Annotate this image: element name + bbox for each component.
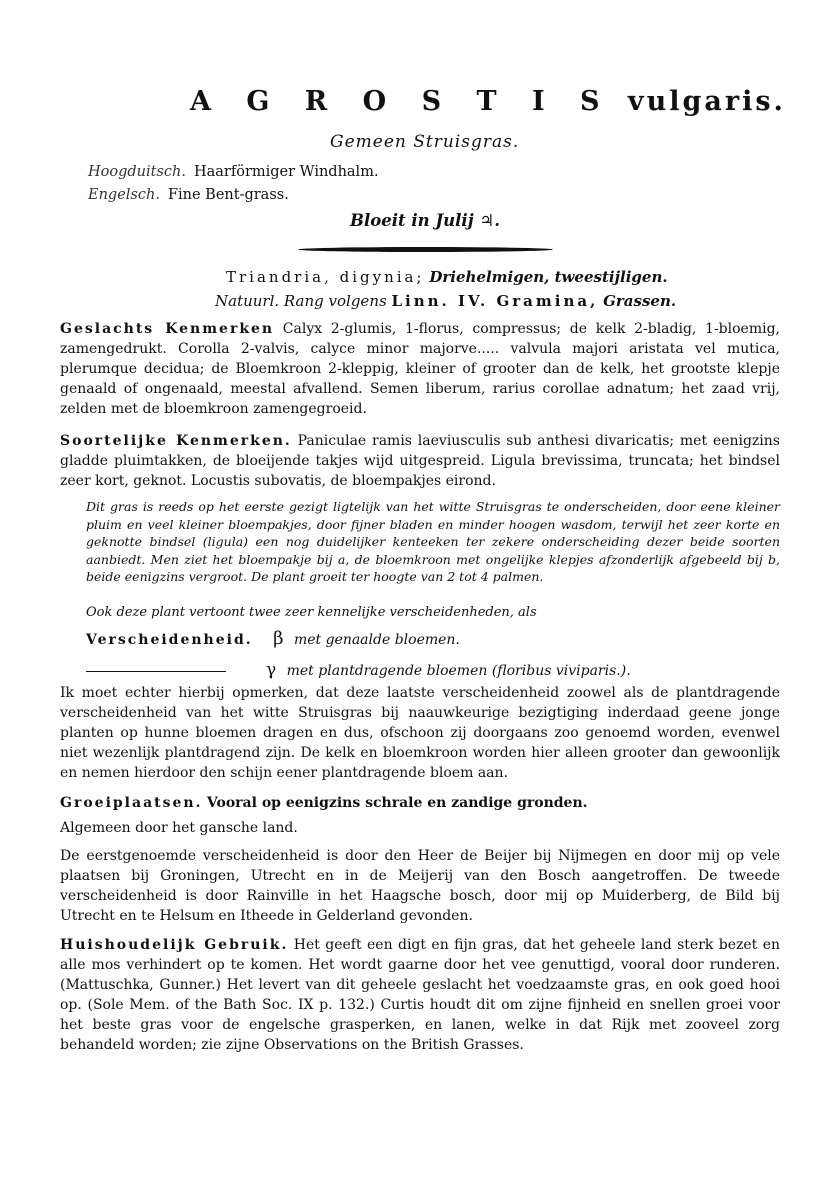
natural-rank xyxy=(215,292,676,310)
class-dutch: Driehelmigen, tweestijligen. xyxy=(429,268,668,286)
gamma-symbol: γ xyxy=(266,660,277,680)
vernacular-name: Fine Bent-grass. xyxy=(167,187,289,203)
species-characters xyxy=(60,431,780,491)
varieties-intro: Ook deze plant vertoont twee zeer kennelijke verscheidenheden, als xyxy=(86,605,537,620)
section-label: Soortelijke Kenmerken. xyxy=(60,433,292,449)
rank-dutch: Grassen. xyxy=(603,292,677,310)
class-latin: Triandria, digynia; xyxy=(226,268,425,286)
section-text: Calyx 2-glumis, 1-florus, compressus; de kelk 2-bladig, 1-bloemig, zamengedrukt. Corolla 2-valvis, calyce minor majorve..... valvula majori aristata vel mutica, plerumque decidua; de Bloemkroon 2-kleppig, kleiner of grooter dan de kelk, het grootste klepje genaald of ongenaald, meestal afvallend. Semen liberum, rarius corollae adnatum; het zaad vrij, zelden met de bloemkroon zamengegroeid. xyxy=(60,321,781,417)
section-label: Groeiplaatsen. xyxy=(60,795,203,811)
section-text: Paniculae ramis laeviusculis sub anthesi divaricatis; met eenigzins gladde pluimtakken, de bloeijende takjes wijd uitgespreid. Ligula brevissima, truncata; het bindsel zeer kort, geknot. Locustis subovatis, de bloempakjes eirond. xyxy=(60,433,780,489)
genus-name: A G R O S T I S xyxy=(190,86,613,117)
gamma-text: met plantdragende bloemen (floribus viviparis.). xyxy=(286,663,631,679)
rank-linn: Linn. IV. Gramina, xyxy=(391,292,599,310)
beta-text: met genaalde bloemen. xyxy=(293,632,460,648)
language-label: Engelsch. xyxy=(88,187,160,203)
page-title xyxy=(190,86,786,117)
language-label: Hoogduitsch. xyxy=(88,164,186,180)
identification-note: Dit gras is reeds op het eerste gezigt ligtelijk van het witte Struisgras te onderscheiden, door eene kleiner pluim en veel kleiner bloempakjes, door fijner bladen en minder hoogen wasdom, terwijl het zeer korte en geknotte bindsel (ligula) een nog duidelijker kenteeken ter zekere onderscheiding dezer beide soorten aanbiedt. Men ziet het bloempakje bij a, de bloemkroon met ongelijke klepjes afzonderlijk afgebeeld bij b, beide eenigzins vergroot. De plant groeit ter hoogte van 2 tot 4 palmen. xyxy=(86,499,780,584)
beta-symbol: β xyxy=(273,628,284,649)
genus-characters xyxy=(60,319,780,419)
habitat-general: Algemeen door het gansche land. xyxy=(60,820,298,836)
section-label: Geslachts Kenmerken xyxy=(60,321,275,337)
variety-beta xyxy=(86,628,460,649)
name-german xyxy=(88,164,379,180)
ditto-dash xyxy=(86,671,226,672)
habitat xyxy=(60,795,588,811)
vernacular-name: Haarförmiger Windhalm. xyxy=(193,164,379,180)
common-name: Gemeen Struisgras. xyxy=(330,132,520,152)
section-text: Vooral op eenigzins schrale en zandige gronden. xyxy=(206,795,588,811)
section-label: Verscheidenheid. xyxy=(86,632,253,648)
localities-paragraph: De eerstgenoemde verscheidenheid is door den Heer de Beijer bij Nijmegen en door mij op vele plaatsen bij Groningen, Utrecht en in de Meijerij van den Bosch aangetroffen. De tweede verscheidenheid is door Rainville in het Haagsche bosch, door mij op Muiderberg, de Bild bij Utrecht en te Helsum en Itheede in Gelderland gevonden. xyxy=(60,848,780,924)
rank-label: Natuurl. Rang volgens xyxy=(215,292,387,310)
name-english xyxy=(88,187,289,203)
variety-gamma xyxy=(86,660,631,680)
economic-use xyxy=(60,935,780,1055)
species-name: vulgaris. xyxy=(627,86,786,117)
section-text: Het geeft een digt en fijn gras, dat het geheele land sterk bezet en alle mos verhindert op te komen. Het wordt gaarne door het vee genuttigd, vooral door runderen. (Mattuschka, Gunner.) Het levert van dit geheele geslacht het voedzaamste gras, en ook goed hooi op. (Sole Mem. of the Bath Soc. IX p. 132.) Curtis houdt dit om zijne fijnheid en snellen groei voor het beste gras voor de engelsche grasperken, en lanen, welke in dat Rijk met zooveel zorg behandeld worden; zie zijne Observations on the British Grasses. xyxy=(60,937,780,1053)
linnaean-class xyxy=(226,268,668,286)
decorative-rule xyxy=(298,247,553,252)
remark-paragraph: Ik moet echter hierbij opmerken, dat deze laatste verscheidenheid zoowel als de plantdragende verscheidenheid van het witte Struisgras bij naauwkeurige bezigtiging inderdaad geene jonge planten op hunne bloemen dragen en dus, ofschoon zij doorgaans zoo genoemd worden, evenwel niet wezenlijk plantdragend zijn. De kelk en bloemkroon worden hier alleen grooter dan gewoonlijk en nemen hierdoor den schijn eener plantdragende bloem aan. xyxy=(60,685,780,781)
bloom-time: Bloeit in Julij ♃. xyxy=(350,211,500,230)
section-label: Huishoudelijk Gebruik. xyxy=(60,937,289,953)
